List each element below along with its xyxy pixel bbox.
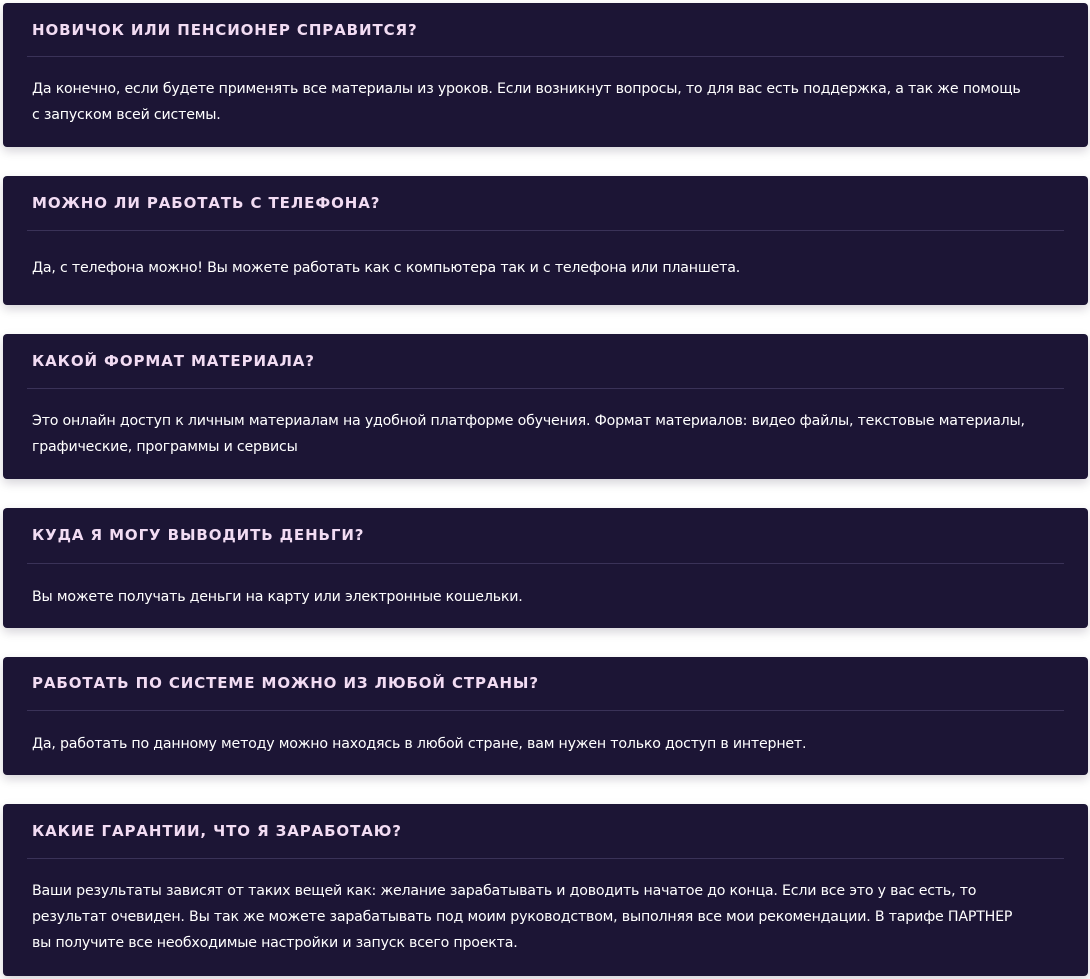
faq-item[interactable] — [3, 3, 1088, 147]
faq-answer: Ваши результаты зависят от таких вещей как: желание зарабатывать и доводить начатое до конца. Если все это у вас есть, то результат очевиден. Вы так же можете зарабатывать под моим руководством, выполняя все мои рекомендации. В тарифе ПАРТНЕР вы получите все необходимые настройки и запуск всего проекта. — [32, 883, 1013, 951]
faq-item[interactable] — [3, 804, 1088, 976]
faq-divider — [27, 388, 1064, 389]
faq-divider — [27, 230, 1064, 231]
faq-answer: Да конечно, если будете применять все материалы из уроков. Если возникнут вопросы, то для вас есть поддержка, а так же помощь с запуском всей системы. — [32, 81, 1021, 123]
faq-divider — [27, 710, 1064, 711]
faq-question: КАКОЙ ФОРМАТ МАТЕРИАЛА? — [32, 352, 315, 370]
faq-question: НОВИЧОК ИЛИ ПЕНСИОНЕР СПРАВИТСЯ? — [32, 21, 418, 39]
faq-item[interactable] — [3, 508, 1088, 628]
faq-question: КУДА Я МОГУ ВЫВОДИТЬ ДЕНЬГИ? — [32, 526, 365, 544]
faq-answer: Да, с телефона можно! Вы можете работать как с компьютера так и с телефона или планшета. — [32, 260, 741, 276]
faq-divider — [27, 563, 1064, 564]
faq-question: МОЖНО ЛИ РАБОТАТЬ С ТЕЛЕФОНА? — [32, 194, 381, 212]
faq-divider — [27, 56, 1064, 57]
faq-answer: Вы можете получать деньги на карту или электронные кошельки. — [32, 589, 523, 605]
faq-question: КАКИЕ ГАРАНТИИ, ЧТО Я ЗАРАБОТАЮ? — [32, 822, 402, 840]
faq-divider — [27, 858, 1064, 859]
faq-question: РАБОТАТЬ ПО СИСТЕМЕ МОЖНО ИЗ ЛЮБОЙ СТРАНЫ? — [32, 674, 539, 692]
faq-item[interactable] — [3, 334, 1088, 479]
faq-answer: Да, работать по данному методу можно находясь в любой стране, вам нужен только доступ в интернет. — [32, 736, 807, 752]
faq-item[interactable] — [3, 657, 1088, 775]
faq-item[interactable] — [3, 176, 1088, 305]
faq-answer: Это онлайн доступ к личным материалам на удобной платформе обучения. Формат материалов: видео файлы, текстовые материалы, графические, программы и сервисы — [32, 413, 1025, 455]
